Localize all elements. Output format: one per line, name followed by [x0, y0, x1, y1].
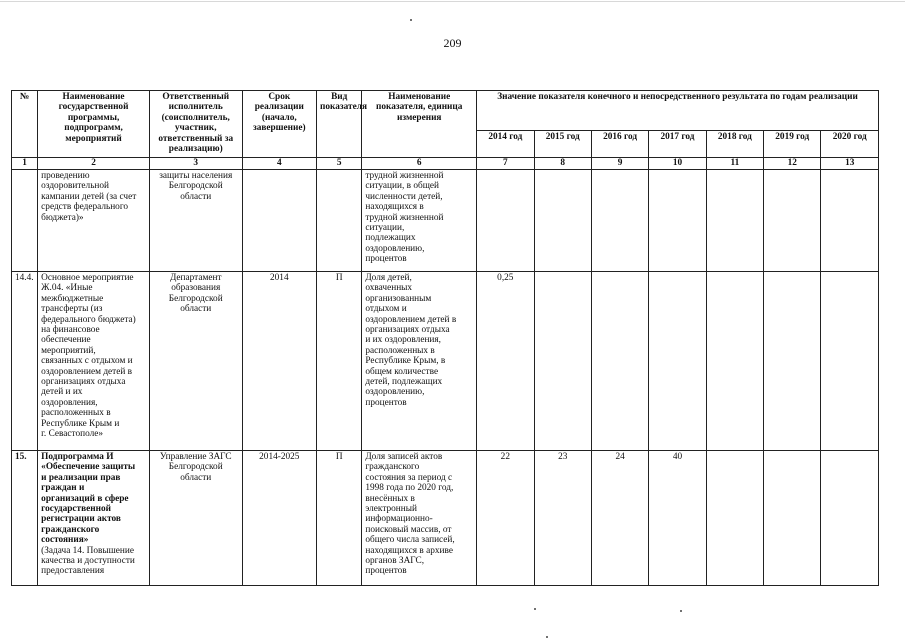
top-edge-line	[0, 1, 905, 2]
row-value	[534, 170, 591, 272]
row-indicator: трудной жизненной ситуации, в общей численности детей, находящихся в трудной жизненной ситуации, подлежащих оздоровлению, процентов	[362, 170, 477, 272]
row-value	[706, 451, 763, 586]
row-name-cell	[38, 451, 150, 586]
header-year: 2020 год	[821, 130, 879, 157]
row-num: 15.	[12, 451, 38, 586]
column-number: 8	[534, 158, 591, 170]
scan-speck	[534, 608, 536, 610]
page-number: 209	[443, 36, 462, 50]
row-value	[821, 451, 879, 586]
header-num: №	[12, 91, 38, 158]
scan-speck	[680, 610, 682, 612]
header-term: Срок реализации (начало, завершение)	[242, 91, 317, 158]
row-term: 2014-2025	[242, 451, 317, 586]
header-year: 2015 год	[534, 130, 591, 157]
column-numbers-row	[12, 158, 879, 170]
header-kind: Вид показателя	[317, 91, 362, 158]
row-value	[821, 272, 879, 451]
column-number: 10	[649, 158, 706, 170]
row-name: (Задача 14. Повышение качества и доступности предоставления	[41, 545, 135, 577]
header-values-group: Значение показателя конечного и непосредственного результата по годам реализации	[477, 91, 879, 131]
column-number: 7	[477, 158, 534, 170]
row-value: 0,25	[477, 272, 534, 451]
row-value	[591, 272, 648, 451]
header-year: 2017 год	[649, 130, 706, 157]
column-number: 5	[317, 158, 362, 170]
table-row	[12, 451, 879, 586]
column-number: 12	[764, 158, 821, 170]
row-name: проведению оздоровительной кампании детей (за счет средств федерального бюджета)»	[38, 170, 150, 272]
row-value	[821, 170, 879, 272]
row-name-subprogram: Подпрограмма И «Обеспечение защиты и реализации прав граждан и организаций в сфере государственной регистрации актов гражданского состояния»	[41, 452, 136, 546]
row-value: 23	[534, 451, 591, 586]
scan-speck	[546, 636, 548, 638]
row-value: 24	[591, 451, 648, 586]
row-value	[764, 272, 821, 451]
row-value: 22	[477, 451, 534, 586]
scan-speck	[410, 19, 412, 21]
column-number: 4	[242, 158, 317, 170]
row-value	[534, 272, 591, 451]
row-value	[649, 170, 706, 272]
column-number: 3	[149, 158, 242, 170]
row-indicator: Доля записей актов гражданского состояния за период с 1998 года по 2020 год, внесённых в электронный информационно- поисковый массив, от общего числа записей, находящихся в архиве органов ЗАГС, процентов	[362, 451, 477, 586]
row-kind	[317, 170, 362, 272]
column-number: 9	[591, 158, 648, 170]
row-num	[12, 170, 38, 272]
header-year: 2019 год	[764, 130, 821, 157]
row-kind: П	[317, 451, 362, 586]
row-num: 14.4.	[12, 272, 38, 451]
row-value	[591, 170, 648, 272]
row-executor: Департамент образования Белгородской области	[149, 272, 242, 451]
header-indicator: Наименование показателя, единица измерения	[362, 91, 477, 158]
column-number: 11	[706, 158, 763, 170]
table-row	[12, 170, 879, 272]
table-row	[12, 272, 879, 451]
row-term: 2014	[242, 272, 317, 451]
column-number: 13	[821, 158, 879, 170]
row-value	[477, 170, 534, 272]
header-year: 2014 год	[477, 130, 534, 157]
program-indicators-table	[11, 90, 879, 586]
row-indicator: Доля детей, охваченных организованным отдыхом и оздоровлением детей в организациях отдыха и их оздоровления, расположенных в Республике Крым, в общем количестве детей, подлежащих оздоровлению, процентов	[362, 272, 477, 451]
row-executor: защиты населения Белгородской области	[149, 170, 242, 272]
column-number: 6	[362, 158, 477, 170]
row-value	[764, 451, 821, 586]
header-executor: Ответственный исполнитель (соисполнитель, участник, ответственный за реализацию)	[149, 91, 242, 158]
row-kind: П	[317, 272, 362, 451]
row-term	[242, 170, 317, 272]
column-number: 2	[38, 158, 150, 170]
row-executor: Управление ЗАГС Белгородской области	[149, 451, 242, 586]
header-name: Наименование государственной программы, подпрограмм, мероприятий	[38, 91, 150, 158]
row-value: 40	[649, 451, 706, 586]
header-year: 2018 год	[706, 130, 763, 157]
row-value	[764, 170, 821, 272]
header-year: 2016 год	[591, 130, 648, 157]
row-value	[649, 272, 706, 451]
row-value	[706, 170, 763, 272]
row-name: Основное мероприятие Ж.04. «Иные межбюджетные трансферты (из федерального бюджета) на финансовое обеспечение мероприятий, связанных с отдыхом и оздоровлением детей в организациях отдыха детей и их оздоровления, расположенных в Республике Крым и г. Севастополе»	[38, 272, 150, 451]
header-row	[12, 91, 879, 131]
row-value	[706, 272, 763, 451]
column-number: 1	[12, 158, 38, 170]
